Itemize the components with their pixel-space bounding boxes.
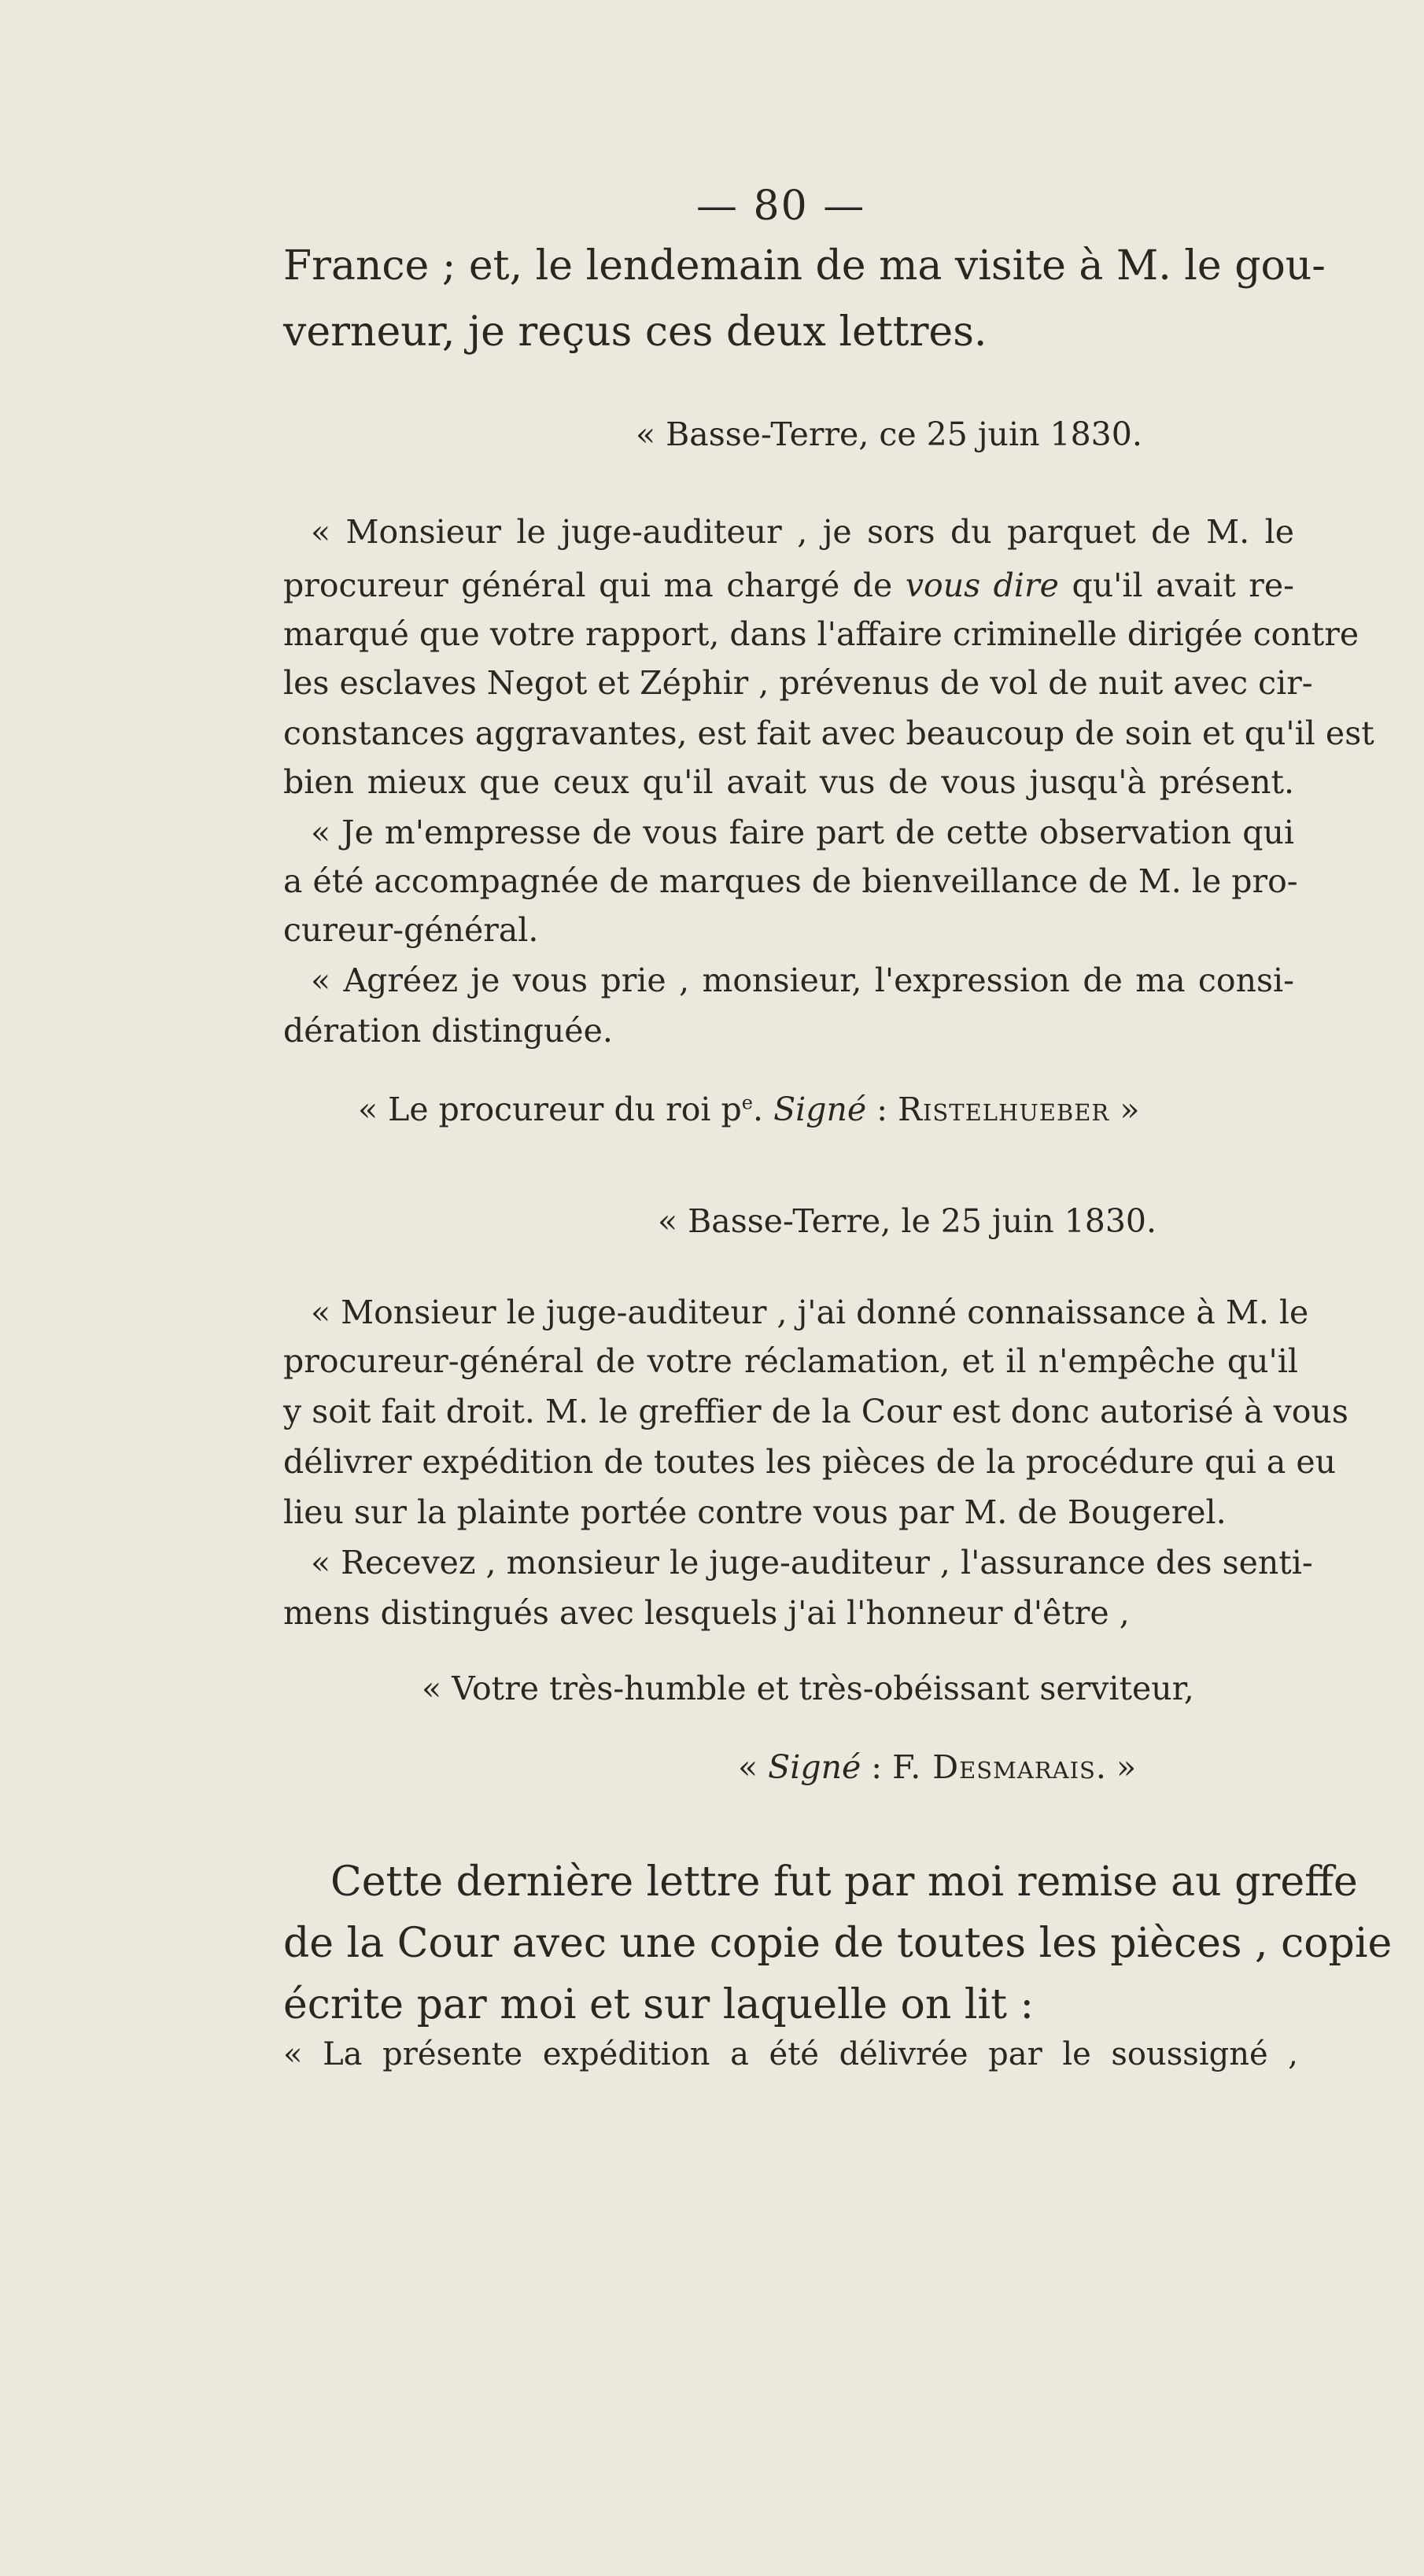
letter2-body-line-5: lieu sur la plainte portée contre vous par M. de Bougerel.	[283, 1493, 1227, 1531]
letter2-signature: « Signé : F. Desmarais. »	[738, 1748, 1137, 1786]
letter1-body-line-4: les esclaves Negot et Zéphir , prévenus de vol de nuit avec cir-	[283, 664, 1313, 702]
letter1-dateline: « Basse-Terre, ce 25 juin 1830.	[636, 415, 1142, 453]
closing-line-1: Cette dernière lettre fut par moi remise au greffe	[330, 1858, 1358, 1906]
letter2-dateline: « Basse-Terre, le 25 juin 1830.	[658, 1202, 1157, 1240]
letter1-body-line-6: bien mieux que ceux qu'il avait vus de vous jusqu'à présent.	[283, 763, 1294, 801]
letter2-body-line-7: mens distingués avec lesquels j'ai l'honneur d'être ,	[283, 1594, 1130, 1632]
letter2-body-line-1: « Monsieur le juge-auditeur , j'ai donné connaissance à M. le	[311, 1294, 1309, 1331]
letter1-body-line-5: constances aggravantes, est fait avec beaucoup de soin et qu'il est	[283, 714, 1374, 752]
letter2-body-line-4: délivrer expédition de toutes les pièces de la procédure qui a eu	[283, 1443, 1337, 1481]
closing-line-3: écrite par moi et sur laquelle on lit :	[283, 1981, 1035, 2028]
letter1-body-line-9: cureur-général.	[283, 911, 539, 949]
letter1-signature: « Le procureur du roi $p^e$. Signé : Ristelhueber »	[358, 1091, 1140, 1128]
letter1-body-line-11: dération distinguée.	[283, 1012, 613, 1050]
letter2-body-line-3: y soit fait droit. M. le greffier de la Cour est donc autorisé à vous	[283, 1393, 1348, 1430]
letter1-body-line-7: « Je m'empresse de vous faire part de cette observation qui	[311, 814, 1294, 851]
letter2-body-line-2: procureur-général de votre réclamation, et il n'empêche qu'il	[283, 1342, 1298, 1380]
letter1-body-line-8: a été accompagnée de marques de bienveillance de M. le pro-	[283, 862, 1298, 900]
letter2-body-line-6: « Recevez , monsieur le juge-auditeur , l'assurance des senti-	[311, 1544, 1313, 1581]
letter1-body-line-2	[283, 566, 1294, 604]
opening-line-2: verneur, je reçus ces deux lettres.	[283, 308, 987, 356]
page-number: — 80 —	[696, 183, 866, 230]
letter1-body-line-3: marqué que votre rapport, dans l'affaire criminelle dirigée contre	[283, 615, 1359, 653]
closing-line-4: « La présente expédition a été délivrée par le soussigné ,	[283, 2036, 1298, 2072]
letter2-closing: « Votre très-humble et très-obéissant serviteur,	[422, 1670, 1194, 1707]
opening-line-1: France ; et, le lendemain de ma visite à M. le gou-	[283, 242, 1326, 290]
letter1-body-line-1: « Monsieur le juge-auditeur , je sors du parquet de M. le	[311, 513, 1294, 551]
letter1-body-line-10: « Agréez je vous prie , monsieur, l'expression de ma consi-	[311, 961, 1294, 999]
letter1-body-line-2-text: procureur général qui ma chargé de vous dire qu'il avait re-	[283, 566, 1295, 604]
closing-line-2: de la Cour avec une copie de toutes les pièces , copie	[283, 1920, 1393, 1967]
